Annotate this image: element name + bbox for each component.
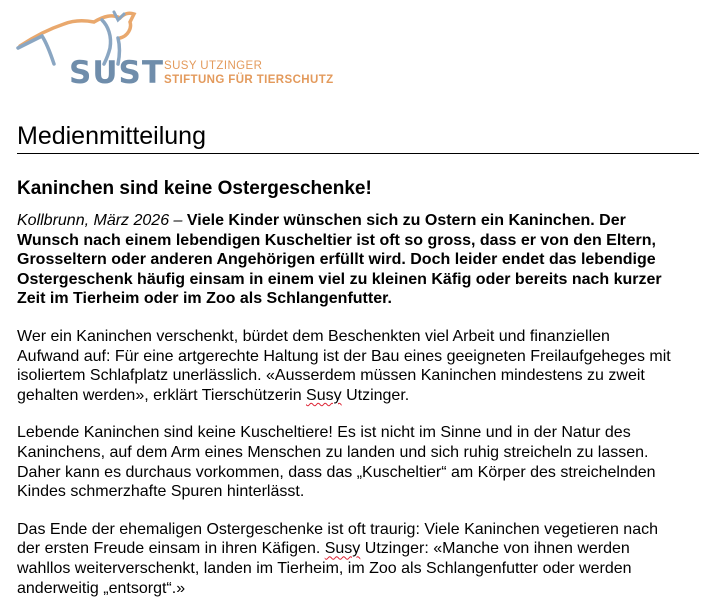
logo-wordmark: SUST — [69, 55, 164, 91]
place-date: Kollbrunn, März 2026 – — [17, 212, 183, 229]
logo-name: SUSY UTZINGER — [164, 60, 263, 72]
logo — [16, 8, 334, 91]
spellcheck-word[interactable]: Susy — [306, 386, 342, 404]
paragraph-3-text: Das Ende der ehemaligen Ostergeschenke ist oft traurig: Viele Kaninchen vegetieren nach der ersten Freude einsam in ihren Käfigen. — [17, 520, 658, 558]
spellcheck-word[interactable]: Susy — [324, 540, 361, 558]
paragraph-1 — [17, 327, 707, 405]
lead-text: Viele Kinder wünschen sich zu Ostern ein Kaninchen. Der Wunsch nach einem lebendigen Kuscheltier ist oft so gross, dass er von den Eltern, Grosseltern oder anderen Angehörigen erfüllt wird. Doch leider endet das lebendige Ostergeschenk häufig einsam in einem viel zu kleinen Käfig oder bereits nach kurzer Zeit im Tierheim oder im Zoo als Schlangenfutter. — [17, 212, 662, 308]
paragraph-1-end: Utzinger. — [341, 386, 410, 404]
paragraph-2: Lebende Kaninchen sind keine Kuscheltiere! Es ist nicht im Sinne und in der Natur des Kaninchens, auf dem Arm eines Menschen zu landen und sich ruhig streicheln zu lassen. Daher kann es durchaus vorkommen, dass das „Kuscheltier“ am Körper des streichelnden Kindes schmerzhafte Spuren hinterlässt. — [17, 424, 656, 501]
paragraph-1-text: Wer ein Kaninchen verschenkt, bürdet dem Beschenkten viel Arbeit und finanziellen Aufwand auf: Für eine artgerechte Haltung ist der Bau eines geeigneten Freilaufgeheges mit isoliertem Schlafplatz unerlässlich. «Ausserdem müssen Kaninchen mindestens zu zweit gehalten werden», erklärt Tierschützerin — [17, 327, 671, 404]
logo-tagline: STIFTUNG FÜR TIERSCHUTZ — [164, 74, 334, 86]
page-title: Medienmitteilung — [17, 122, 206, 150]
lead-paragraph — [17, 211, 707, 309]
article-title: Kaninchen sind keine Ostergeschenke! — [17, 178, 372, 199]
paragraph-3-end: Utzinger: «Manche von ihnen werden wahllos weiterverschenkt, landen im Tierheim, im Zoo als Schlangenfutter oder werden anderweitig „entsorgt“.» — [17, 540, 632, 597]
paragraph-3 — [17, 520, 707, 598]
document-body — [17, 178, 707, 616]
heading-divider — [17, 153, 699, 154]
